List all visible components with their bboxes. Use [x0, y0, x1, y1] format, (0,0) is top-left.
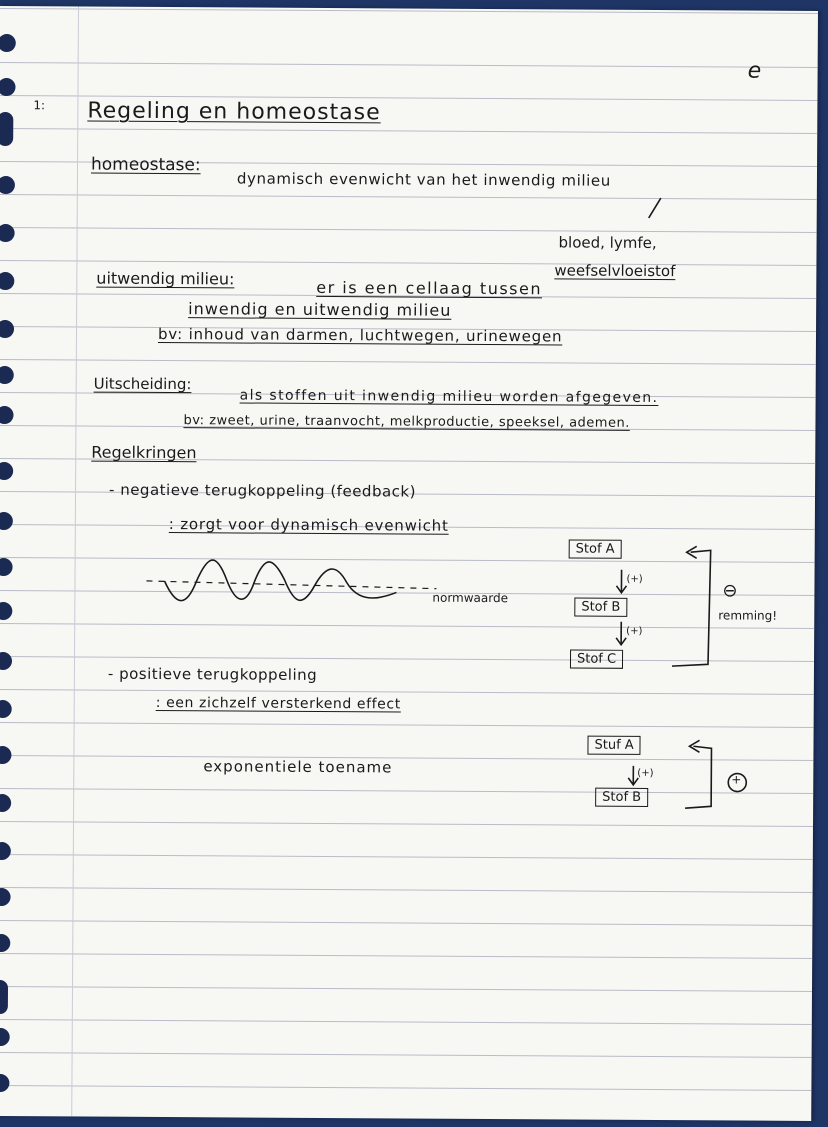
normwaarde-line: [146, 581, 436, 589]
box-stof-c: Stof C: [570, 649, 623, 668]
arrow-label-ab: (+): [626, 574, 642, 585]
uitwendig-text-1: er is een cellaag tussen: [316, 278, 542, 298]
box-stof-a: Stof A: [569, 539, 622, 558]
homeostase-example-2: weefselvloeistof: [554, 261, 675, 280]
normwaarde-label: normwaarde: [432, 591, 508, 605]
uitscheiding-example: bv: zweet, urine, traanvocht, melkproductie, speeksel, ademen.: [183, 413, 629, 431]
positive-feedback-text: : een zichzelf versterkend effect: [156, 695, 401, 712]
homeostase-definition: dynamisch evenwicht van het inwendig milieu: [237, 169, 611, 189]
homeostase-example-1: bloed, lymfe,: [559, 233, 657, 252]
positive-arrow-label: (+): [637, 768, 653, 779]
uitwendig-term: uitwendig milieu:: [96, 269, 234, 289]
box-positive-stuf-a: Stuf A: [587, 736, 640, 755]
positive-feedback-title: - positieve terugkoppeling: [108, 665, 317, 684]
negative-feedback-text: : zorgt voor dynamisch evenwicht: [169, 515, 449, 535]
box-stof-b: Stof B: [574, 598, 627, 617]
corner-mark: e: [748, 59, 762, 84]
negative-sign: ⊖: [722, 580, 737, 601]
page-title: Regeling en homeostase: [87, 99, 380, 126]
regelkringen-heading: Regelkringen: [91, 443, 196, 463]
uitwendig-example: bv: inhoud van darmen, luchtwegen, urinewegen: [158, 325, 562, 345]
notebook-page: [0, 6, 818, 1121]
negative-feedback-title: - negatieve terugkoppeling (feedback): [109, 481, 416, 501]
oscillation-wave: [164, 560, 396, 602]
uitscheiding-term: Uitscheiding:: [94, 375, 192, 394]
exponential-effect: exponentiele toename: [203, 757, 392, 776]
positive-sign: +: [731, 772, 741, 786]
line-number: 1:: [33, 98, 45, 112]
negative-feedback-diagram: [0, 6, 828, 1127]
homeostase-term: homeostase:: [91, 155, 201, 176]
uitwendig-text-2: inwendig en uitwendig milieu: [188, 299, 451, 320]
remming-label: remming!: [718, 608, 777, 622]
box-positive-stof-b: Stof B: [595, 788, 648, 807]
arrow-label-bc: (+): [626, 626, 642, 637]
uitscheiding-text: als stoffen uit inwendig milieu worden afgegeven.: [240, 387, 659, 406]
